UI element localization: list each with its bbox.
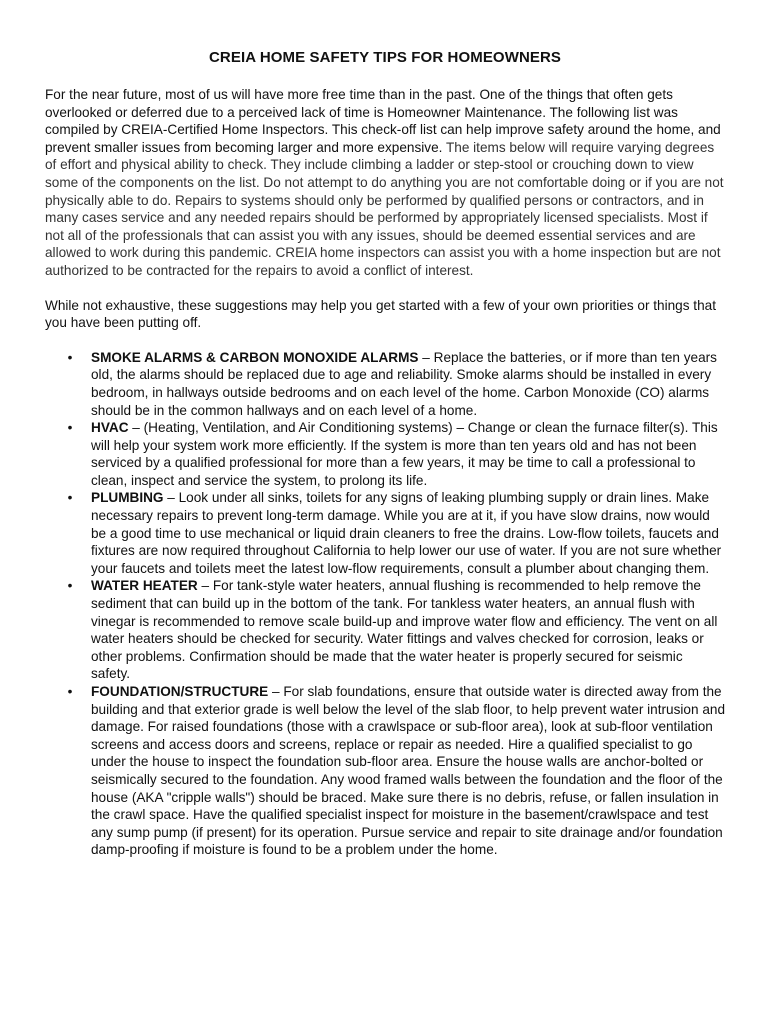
tip-hvac — [45, 419, 725, 489]
page-title: CREIA HOME SAFETY TIPS FOR HOMEOWNERS — [208, 49, 562, 66]
tip-heading: FOUNDATION/STRUCTURE — [91, 684, 269, 699]
tip-heading: WATER HEATER — [91, 578, 198, 594]
intro-text-part-1: For the near future, most of us will have more free time than in the past. One of the things that often gets overlooked or deferred due to a perceived lack of time is Homeowner Maintenance. The following list was compiled by CREIA-Certified Home Inspectors. This check-off list can help improve safety around the home, and prevent smaller issues from becoming larger and more expensive. — [45, 87, 721, 155]
bullet-icon: • — [67, 578, 73, 594]
tip-smoke-alarms — [45, 349, 725, 419]
tip-text: – For tank-style water heaters, annual flushing is recommended to help remove the sediment that can build up in the bottom of the tank. For tankless water heaters, an annual flush with vinegar is recommended to remove scale build-up and improve water flow and efficiency. The vent on all water heaters should be checked for security. Water fittings and valves checked for corrosion, leaks or other problems. Confirmation should be made that the water heater is properly secured for seismic safety. — [91, 578, 718, 682]
tip-foundation-structure — [45, 683, 725, 859]
intro-paragraph — [45, 86, 725, 280]
tip-heading: HVAC — [91, 420, 129, 436]
bullet-icon: • — [67, 684, 73, 699]
tip-text: – (Heating, Ventilation, and Air Conditioning systems) – Change or clean the furnace filter(s). This will help your system work more efficiently. If the system is more than ten years old and has not been serviced by a qualified professional for more than a few years, it may be time to call a professional to clean, inspect and service the system, to prolong its life. — [91, 420, 718, 488]
tip-text: – Replace the batteries, or if more than ten years old, the alarms should be replaced due to age and reliability. Smoke alarms should be installed in every bedroom, in hallways outside bedrooms and on each level of the home. Carbon Monoxide (CO) alarms should be in the common hallways and on each level of a home. — [91, 349, 717, 418]
bullet-icon: • — [67, 490, 73, 506]
tips-list — [45, 349, 725, 859]
tip-heading: PLUMBING — [91, 490, 164, 506]
tip-text: – For slab foundations, ensure that outside water is directed away from the building and that exterior grade is well below the level of the slab floor, to help prevent water intrusion and damage. For raised foundations (those with a crawlspace or sub-floor area), look at sub-floor ventilation screens and access doors and screens, replace or repair as needed. Hire a qualified specialist to go under the house to inspect the foundation sub-floor area. Ensure the house walls are anchor-bolted or seismically secured to the foundation. Any wood framed walls between the foundation and the floor of the house (AKA "cripple walls") should be braced. Make sure there is no debris, refuse, or fallen insulation in the crawl space. Have the qualified specialist inspect for moisture in the basement/crawlspace and test any sump pump (if present) for its operation. Pursue service and repair to site drainage and/or foundation damp-proofing if moisture is found to be a problem under the home. — [91, 684, 726, 858]
bullet-icon: • — [67, 420, 73, 436]
lead-paragraph: While not exhaustive, these suggestions may help you get started with a few of your own priorities or things that you have been putting off. — [45, 297, 716, 331]
document-page — [45, 48, 725, 859]
intro-text-part-2: The items below will require varying degrees of effort and physical ability to check. They include climbing a ladder or step-stool or crouching down to view some of the components on the list. Do not attempt to do anything you are not comfortable doing or if you are not physically able to do. Repairs to systems should only be performed by qualified persons or contractors, and in many cases service and any needed repairs should be performed by appropriately licensed specialists. Most if not all of the professionals that can assist you with any issues, should be deemed essential services and are allowed to work during this pandemic. CREIA home inspectors can assist you with a home inspection but are not authorized to be contracted for the repairs to avoid a conflict of interest. — [45, 139, 724, 278]
tip-plumbing — [45, 489, 725, 577]
tip-heading: SMOKE ALARMS & CARBON MONOXIDE ALARMS — [91, 349, 419, 365]
tip-water-heater — [45, 577, 725, 683]
tip-text: – Look under all sinks, toilets for any signs of leaking plumbing supply or drain lines. Make necessary repairs to prevent long-term damage. While you are at it, if you have slow drains, now would be a good time to use mechanical or liquid drain cleaners to free the drains. Low-flow toilets, faucets and fixtures are now required throughout California to help lower our use of water. If you are not sure whether your faucets and toilets meet the latest low-flow requirements, consult a plumber about changing them. — [91, 490, 722, 576]
bullet-icon: • — [67, 349, 73, 365]
